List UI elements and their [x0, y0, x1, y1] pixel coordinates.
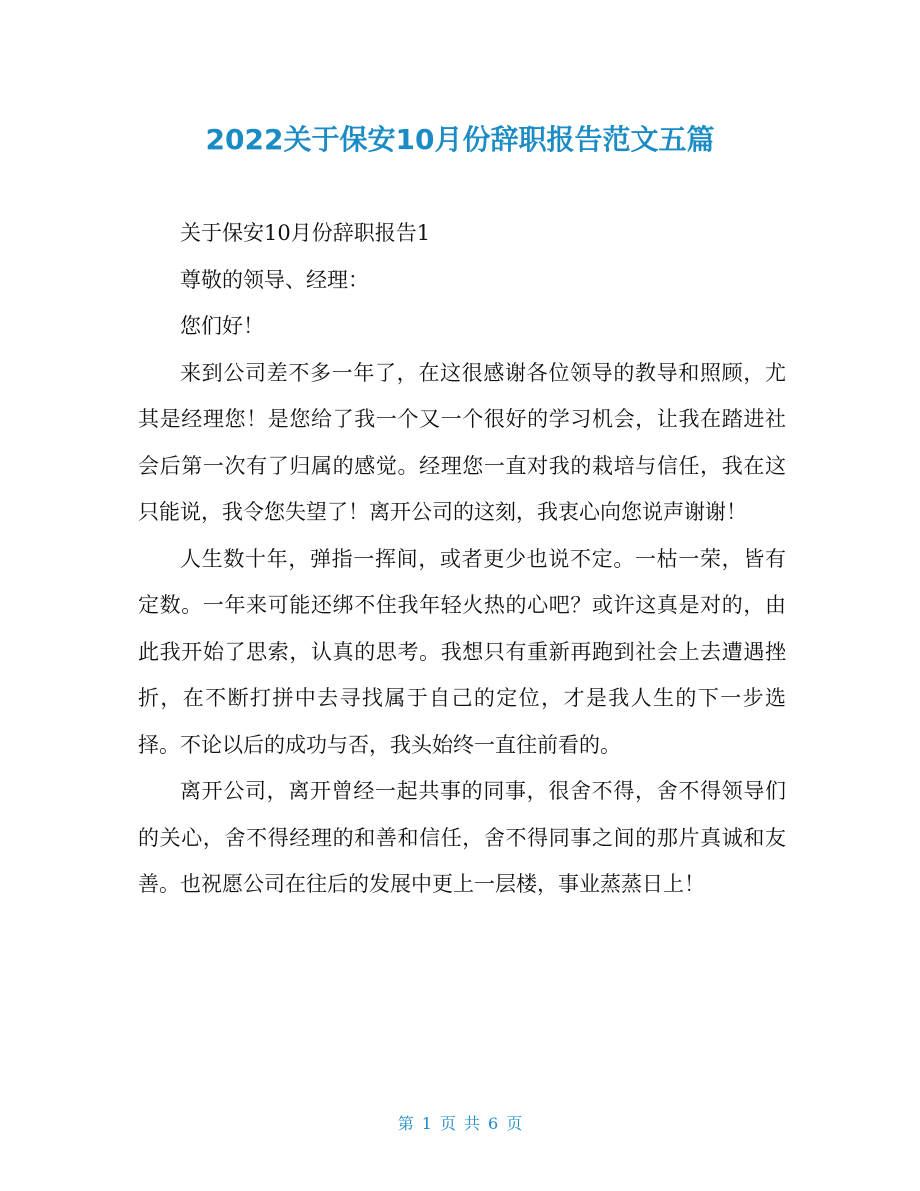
document-body	[138, 210, 786, 908]
footer-total-pages: 6	[488, 1114, 499, 1133]
paragraph-greeting: 您们好！	[180, 314, 264, 338]
paragraph: 离开公司，离开曾经一起共事的同事，很舍不得，舍不得领导们的关心，舍不得经理的和善和信任，舍不得同事之间的那片真诚和友善。也祝愿公司在往后的发展中更上一层楼，事业蒸蒸日上！	[138, 779, 786, 896]
footer-total-prefix: 共	[464, 1114, 481, 1133]
paragraph: 来到公司差不多一年了，在这很感谢各位领导的教导和照顾，尤其是经理您！是您给了我一个又一个很好的学习机会，让我在踏进社会后第一次有了归属的感觉。经理您一直对我的栽培与信任，我在这只能说，我令您失望了！离开公司的这刻，我衷心向您说声谢谢！	[138, 360, 786, 524]
footer-page-prefix: 第	[397, 1114, 414, 1133]
footer-total-suffix: 页	[506, 1114, 523, 1133]
footer-current-page: 1	[421, 1114, 432, 1133]
paragraph: 人生数十年，弹指一挥间，或者更少也说不定。一枯一荣，皆有定数。一年来可能还绑不住我年轻火热的心吧？或许这真是对的，由此我开始了思索，认真的思考。我想只有重新再跑到社会上去遭遇挫折，在不断打拼中去寻找属于自己的定位，才是我人生的下一步选择。不论以后的成功与否，我头始终一直往前看的。	[138, 546, 786, 757]
footer-page-word: 页	[439, 1114, 456, 1133]
paragraph-heading: 关于保安10月份辞职报告1	[180, 221, 431, 245]
paragraph-salutation: 尊敬的领导、经理：	[180, 267, 369, 292]
page-footer	[0, 1112, 920, 1136]
document-title: 2022关于保安10月份辞职报告范文五篇	[205, 123, 715, 156]
